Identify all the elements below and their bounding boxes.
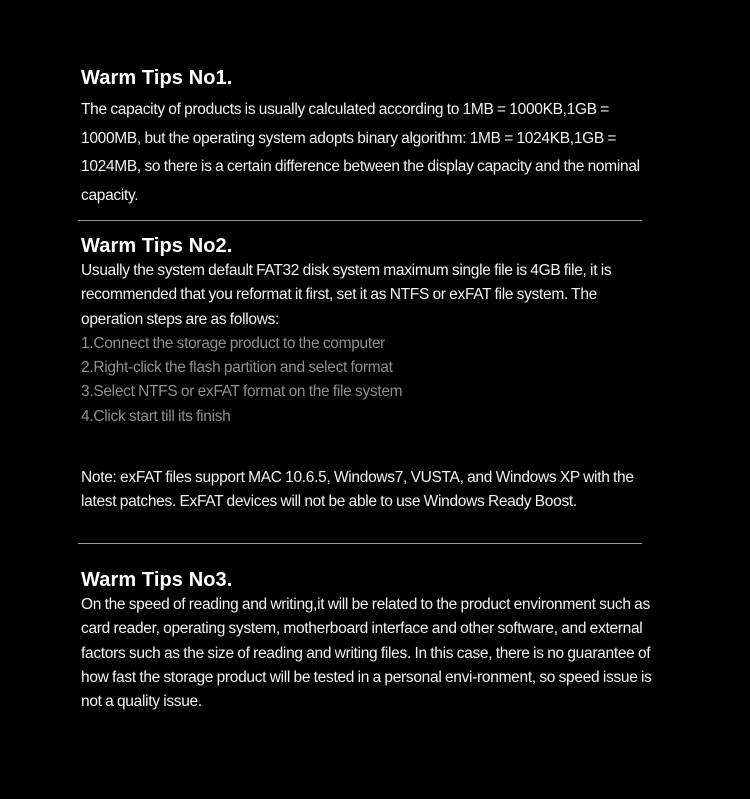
tip-title: Warm Tips No1. — [81, 67, 233, 89]
tip-body: Usually the system default FAT32 disk system maximum single file is 4GB file, it is recommended that you reformat it first, set it as NTFS or exFAT file system. The operation steps are as follows: — [81, 262, 612, 328]
operation-step: 1.Connect the storage product to the computer — [81, 334, 386, 352]
tip-title: Warm Tips No3. — [81, 569, 233, 591]
warm-tips-section-2 — [81, 234, 656, 429]
tip-body: On the speed of reading and writing,it will be related to the product environment such as card reader, operating system, motherboard interface and other software, and external factors such as the size of reading and writing files. In this case, there is no guarantee of how fast the storage product will be tested in a personal envi-ronment, so speed issue is not a quality issue. — [81, 596, 652, 711]
exfat-note: Note: exFAT files support MAC 10.6.5, Windows7, VUSTA, and Windows XP with the latest patches. ExFAT devices will not be able to use Windows Ready Boost. — [81, 469, 634, 511]
tip-title: Warm Tips No2. — [81, 235, 233, 257]
exfat-note-section — [81, 466, 656, 515]
section-divider — [78, 220, 642, 221]
tip-body: The capacity of products is usually calculated according to 1MB = 1000KB,1GB = 1000MB, but the operating system adopts binary algorithm: 1MB = 1024KB,1GB = 1024MB, so there is a certain difference between the display capacity and the nominal capacity. — [81, 101, 640, 204]
section-divider — [78, 543, 642, 544]
operation-steps-list — [81, 332, 656, 429]
operation-step: 3.Select NTFS or exFAT format on the file system — [81, 383, 403, 401]
operation-step: 4.Click start till its finish — [81, 407, 231, 425]
warm-tips-section-1 — [81, 66, 656, 210]
warm-tips-section-3 — [81, 568, 656, 714]
operation-step: 2.Right-click the flash partition and select format — [81, 359, 393, 377]
